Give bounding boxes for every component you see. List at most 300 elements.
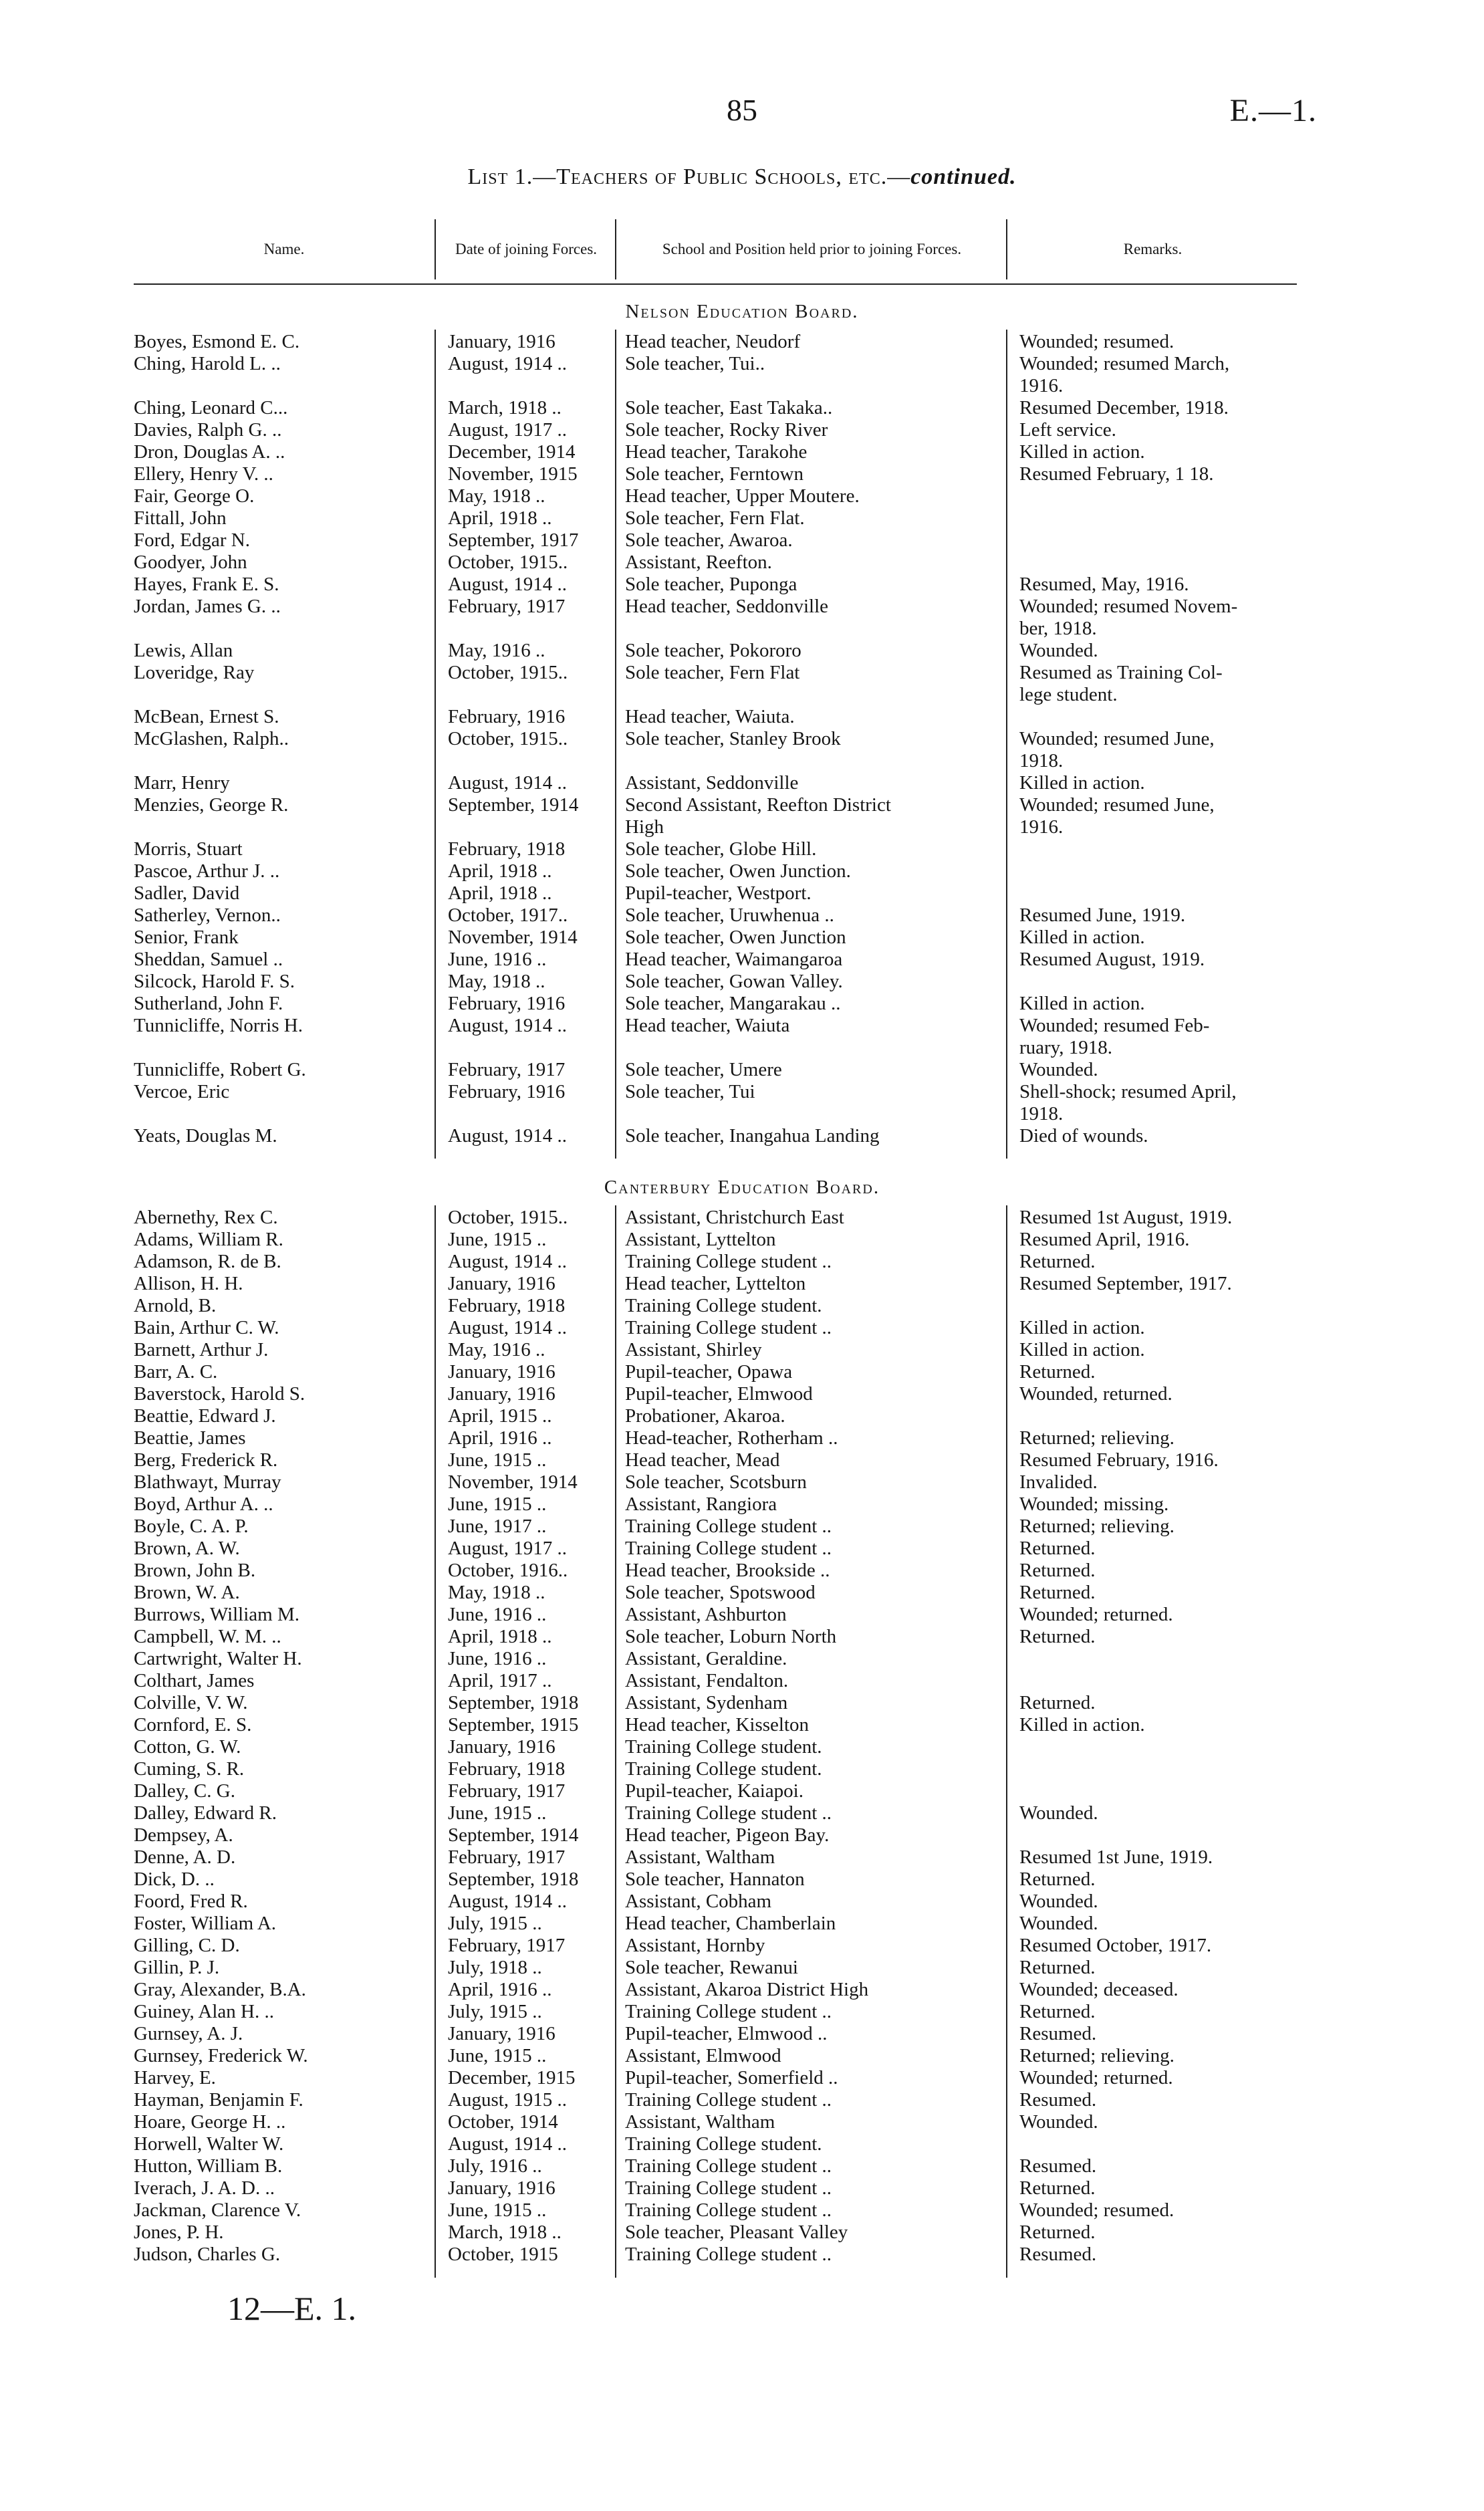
school-cell: Probationer, Akaroa. bbox=[625, 1405, 785, 1427]
school-cell: Sole teacher, Stanley Brook bbox=[625, 728, 841, 749]
school-cell: Assistant, Fendalton. bbox=[625, 1670, 789, 1691]
table-row bbox=[0, 750, 1484, 772]
name-cell: Morris, Stuart bbox=[134, 838, 243, 860]
school-cell: Assistant, Rangiora bbox=[625, 1493, 777, 1515]
name-cell: Foster, William A. bbox=[134, 1913, 277, 1934]
school-cell: Sole teacher, Spotswood bbox=[625, 1582, 816, 1603]
remarks-cell: Returned; relieving. bbox=[1019, 2045, 1174, 2066]
table-row bbox=[0, 1780, 1484, 1802]
school-cell: Training College student. bbox=[625, 1758, 822, 1780]
table-row bbox=[0, 574, 1484, 596]
date-cell: September, 1917 bbox=[448, 529, 579, 551]
school-cell: Assistant, Waltham bbox=[625, 1846, 775, 1868]
remarks-cell: Resumed as Training Col- bbox=[1019, 662, 1223, 683]
table-row bbox=[0, 1251, 1484, 1273]
remarks-cell: Returned. bbox=[1019, 1538, 1096, 1559]
remarks-cell: Resumed. bbox=[1019, 2155, 1097, 2177]
table-row bbox=[0, 1714, 1484, 1736]
table-row bbox=[0, 1891, 1484, 1913]
remarks-cell: Wounded. bbox=[1019, 1059, 1098, 1080]
date-cell: January, 1916 bbox=[448, 331, 555, 352]
remarks-cell: Wounded. bbox=[1019, 2111, 1098, 2133]
school-cell: Head teacher, Waiuta bbox=[625, 1015, 790, 1036]
table-row bbox=[0, 1692, 1484, 1714]
school-cell: Pupil-teacher, Westport. bbox=[625, 882, 812, 904]
page-number: 85 bbox=[727, 93, 757, 127]
remarks-cell: Returned. bbox=[1019, 1361, 1096, 1383]
name-cell: Tunnicliffe, Robert G. bbox=[134, 1059, 306, 1080]
remarks-cell: ber, 1918. bbox=[1019, 618, 1097, 639]
school-cell: Assistant, Elmwood bbox=[625, 2045, 781, 2066]
school-cell: Sole teacher, Mangarakau .. bbox=[625, 993, 841, 1014]
remarks-cell: Wounded; resumed. bbox=[1019, 2199, 1174, 2221]
table-row bbox=[0, 2067, 1484, 2089]
name-cell: Dick, D. .. bbox=[134, 1869, 215, 1890]
remarks-cell: Returned. bbox=[1019, 1560, 1096, 1581]
name-cell: Arnold, B. bbox=[134, 1295, 217, 1316]
column-divider bbox=[435, 1205, 436, 2278]
school-cell: Assistant, Seddonville bbox=[625, 772, 799, 794]
date-cell: October, 1914 bbox=[448, 2111, 558, 2133]
remarks-cell: Wounded; resumed Novem- bbox=[1019, 596, 1238, 617]
column-divider bbox=[615, 1205, 616, 2278]
school-cell: Pupil-teacher, Somerfield .. bbox=[625, 2067, 838, 2088]
document-code: E.—1. bbox=[1229, 93, 1317, 128]
school-cell: Pupil-teacher, Elmwood .. bbox=[625, 2023, 828, 2044]
remarks-cell: Wounded; resumed. bbox=[1019, 331, 1174, 352]
table-row bbox=[0, 1317, 1484, 1339]
name-cell: Campbell, W. M. .. bbox=[134, 1626, 281, 1647]
table-row bbox=[0, 1582, 1484, 1604]
table-row bbox=[0, 1229, 1484, 1251]
date-cell: July, 1915 .. bbox=[448, 2001, 542, 2022]
remarks-cell: Wounded. bbox=[1019, 1802, 1098, 1824]
table-row bbox=[0, 1516, 1484, 1538]
column-headers bbox=[134, 219, 1297, 279]
table-row bbox=[0, 1604, 1484, 1626]
name-cell: Burrows, William M. bbox=[134, 1604, 300, 1625]
table-row bbox=[0, 2199, 1484, 2222]
section-heading-nelson: Nelson Education Board. bbox=[625, 301, 859, 322]
date-cell: October, 1917.. bbox=[448, 905, 568, 926]
date-cell: August, 1917 .. bbox=[448, 419, 568, 441]
remarks-cell: Died of wounds. bbox=[1019, 1125, 1148, 1147]
date-cell: May, 1916 .. bbox=[448, 640, 545, 661]
school-cell: Assistant, Cobham bbox=[625, 1891, 772, 1912]
table-row bbox=[0, 971, 1484, 993]
school-cell: Assistant, Hornby bbox=[625, 1935, 765, 1956]
remarks-cell: Returned. bbox=[1019, 1869, 1096, 1890]
date-cell: August, 1914 .. bbox=[448, 1891, 568, 1912]
table-row bbox=[0, 1015, 1484, 1037]
date-cell: October, 1915.. bbox=[448, 1207, 568, 1228]
table-row bbox=[0, 772, 1484, 794]
date-cell: June, 1915 .. bbox=[448, 1493, 547, 1515]
date-cell: August, 1915 .. bbox=[448, 2089, 568, 2111]
date-cell: October, 1915.. bbox=[448, 728, 568, 749]
name-cell: Hayes, Frank E. S. bbox=[134, 574, 279, 595]
remarks-cell: Killed in action. bbox=[1019, 441, 1145, 463]
remarks-cell: Resumed August, 1919. bbox=[1019, 949, 1205, 970]
name-cell: Blathwayt, Murray bbox=[134, 1471, 281, 1493]
date-cell: February, 1917 bbox=[448, 1935, 566, 1956]
name-cell: Barnett, Arthur J. bbox=[134, 1339, 269, 1360]
column-divider bbox=[1006, 330, 1007, 1159]
name-cell: Ford, Edgar N. bbox=[134, 529, 250, 551]
table-row bbox=[0, 441, 1484, 463]
remarks-cell: Killed in action. bbox=[1019, 993, 1145, 1014]
date-cell: November, 1914 bbox=[448, 1471, 578, 1493]
name-cell: Boyd, Arthur A. .. bbox=[134, 1493, 273, 1515]
name-cell: McGlashen, Ralph.. bbox=[134, 728, 289, 749]
name-cell: Beattie, Edward J. bbox=[134, 1405, 276, 1427]
table-row bbox=[0, 662, 1484, 684]
remarks-cell: Returned. bbox=[1019, 1957, 1096, 1978]
table-row bbox=[0, 1361, 1484, 1383]
table-row bbox=[0, 860, 1484, 882]
remarks-cell: Wounded, returned. bbox=[1019, 1383, 1172, 1405]
table-row bbox=[0, 728, 1484, 750]
table-row bbox=[0, 375, 1484, 397]
remarks-cell: 1918. bbox=[1019, 750, 1064, 771]
school-cell: Head teacher, Kisselton bbox=[625, 1714, 810, 1736]
school-cell: Training College student .. bbox=[625, 2001, 832, 2022]
table-row bbox=[0, 1059, 1484, 1081]
table-row bbox=[0, 706, 1484, 728]
date-cell: September, 1914 bbox=[448, 794, 579, 816]
name-cell: Brown, W. A. bbox=[134, 1582, 240, 1603]
date-cell: January, 1916 bbox=[448, 1736, 555, 1758]
date-cell: February, 1918 bbox=[448, 1758, 566, 1780]
school-cell: Sole teacher, Ferntown bbox=[625, 463, 804, 485]
table-row bbox=[0, 1626, 1484, 1648]
school-cell: Training College student .. bbox=[625, 2177, 832, 2199]
school-cell: Sole teacher, Inangahua Landing bbox=[625, 1125, 880, 1147]
section-heading-canterbury: Canterbury Education Board. bbox=[604, 1177, 880, 1198]
school-cell: Sole teacher, Owen Junction bbox=[625, 927, 846, 948]
date-cell: May, 1918 .. bbox=[448, 971, 545, 992]
date-cell: September, 1914 bbox=[448, 1824, 579, 1846]
remarks-cell: Left service. bbox=[1019, 419, 1116, 441]
name-cell: Menzies, George R. bbox=[134, 794, 289, 816]
date-cell: April, 1918 .. bbox=[448, 507, 552, 529]
school-cell: Training College student .. bbox=[625, 1317, 832, 1338]
date-cell: October, 1915.. bbox=[448, 662, 568, 683]
table-row bbox=[0, 993, 1484, 1015]
date-cell: August, 1914 .. bbox=[448, 1015, 568, 1036]
school-cell: Sole teacher, Tui bbox=[625, 1081, 755, 1102]
name-cell: Goodyer, John bbox=[134, 552, 247, 573]
date-cell: February, 1918 bbox=[448, 838, 566, 860]
school-cell: Head teacher, Lyttelton bbox=[625, 1273, 806, 1294]
name-cell: Beattie, James bbox=[134, 1427, 246, 1449]
name-cell: Senior, Frank bbox=[134, 927, 239, 948]
table-row bbox=[0, 1273, 1484, 1295]
school-cell: Training College student .. bbox=[625, 1538, 832, 1559]
date-cell: October, 1915 bbox=[448, 2244, 558, 2265]
table-row bbox=[0, 1081, 1484, 1103]
school-cell: Training College student .. bbox=[625, 1251, 832, 1272]
date-cell: June, 1915 .. bbox=[448, 1802, 547, 1824]
remarks-cell: Resumed February, 1 18. bbox=[1019, 463, 1214, 485]
remarks-cell: Resumed June, 1919. bbox=[1019, 905, 1186, 926]
remarks-cell: Returned; relieving. bbox=[1019, 1516, 1174, 1537]
date-cell: August, 1914 .. bbox=[448, 1317, 568, 1338]
date-cell: June, 1915 .. bbox=[448, 1229, 547, 1250]
school-cell: Sole teacher, Loburn North bbox=[625, 1626, 837, 1647]
remarks-cell: 1918. bbox=[1019, 1103, 1064, 1124]
remarks-cell: Killed in action. bbox=[1019, 1714, 1145, 1736]
school-cell: Assistant, Waltham bbox=[625, 2111, 775, 2133]
date-cell: April, 1917 .. bbox=[448, 1670, 552, 1691]
remarks-cell: Returned. bbox=[1019, 1582, 1096, 1603]
date-cell: August, 1914 .. bbox=[448, 772, 568, 794]
remarks-cell: Returned. bbox=[1019, 1626, 1096, 1647]
school-cell: Pupil-teacher, Elmwood bbox=[625, 1383, 813, 1405]
date-cell: June, 1916 .. bbox=[448, 949, 547, 970]
date-cell: June, 1916 .. bbox=[448, 1648, 547, 1669]
school-cell: Head teacher, Waiuta. bbox=[625, 706, 795, 727]
name-cell: Cuming, S. R. bbox=[134, 1758, 245, 1780]
date-cell: July, 1915 .. bbox=[448, 1913, 542, 1934]
name-cell: Bain, Arthur C. W. bbox=[134, 1317, 279, 1338]
remarks-cell: Resumed. bbox=[1019, 2089, 1097, 2111]
name-cell: Brown, John B. bbox=[134, 1560, 256, 1581]
name-cell: Loveridge, Ray bbox=[134, 662, 255, 683]
header-rule bbox=[134, 283, 1297, 285]
name-cell: Allison, H. H. bbox=[134, 1273, 243, 1294]
remarks-cell: Resumed 1st August, 1919. bbox=[1019, 1207, 1233, 1228]
date-cell: February, 1916 bbox=[448, 1081, 566, 1102]
name-cell: Gilling, C. D. bbox=[134, 1935, 240, 1956]
remarks-cell: Wounded; resumed March, bbox=[1019, 353, 1230, 374]
name-cell: Gurnsey, Frederick W. bbox=[134, 2045, 308, 2066]
date-cell: August, 1917 .. bbox=[448, 1538, 568, 1559]
date-cell: July, 1918 .. bbox=[448, 1957, 542, 1978]
school-cell: Sole teacher, Rocky River bbox=[625, 419, 828, 441]
school-cell: Head teacher, Upper Moutere. bbox=[625, 485, 860, 507]
table-row bbox=[0, 2023, 1484, 2045]
table-row bbox=[0, 2222, 1484, 2244]
table-row bbox=[0, 640, 1484, 662]
remarks-cell: Returned. bbox=[1019, 2177, 1096, 2199]
name-cell: Marr, Henry bbox=[134, 772, 230, 794]
name-cell: Fair, George O. bbox=[134, 485, 255, 507]
date-cell: September, 1915 bbox=[448, 1714, 579, 1736]
name-cell: Hoare, George H. .. bbox=[134, 2111, 286, 2133]
school-cell: Head teacher, Tarakohe bbox=[625, 441, 808, 463]
column-divider bbox=[1006, 1205, 1007, 2278]
table-row bbox=[0, 331, 1484, 353]
table-row bbox=[0, 1979, 1484, 2001]
table-row bbox=[0, 529, 1484, 552]
remarks-cell: 1916. bbox=[1019, 816, 1064, 838]
name-cell: Ellery, Henry V. .. bbox=[134, 463, 273, 485]
school-cell: Assistant, Sydenham bbox=[625, 1692, 788, 1713]
table-row bbox=[0, 1493, 1484, 1516]
table-row bbox=[0, 927, 1484, 949]
table-row bbox=[0, 2111, 1484, 2133]
remarks-cell: Resumed, May, 1916. bbox=[1019, 574, 1189, 595]
school-cell: Sole teacher, Awaroa. bbox=[625, 529, 793, 551]
date-cell: November, 1915 bbox=[448, 463, 578, 485]
table-row bbox=[0, 1339, 1484, 1361]
date-cell: June, 1915 .. bbox=[448, 2199, 547, 2221]
table-row bbox=[0, 1957, 1484, 1979]
date-cell: March, 1918 .. bbox=[448, 397, 562, 418]
name-cell: Hutton, William B. bbox=[134, 2155, 283, 2177]
date-cell: May, 1916 .. bbox=[448, 1339, 545, 1360]
date-cell: April, 1915 .. bbox=[448, 1405, 552, 1427]
name-cell: Pascoe, Arthur J. .. bbox=[134, 860, 280, 882]
table-row bbox=[0, 485, 1484, 507]
name-cell: Barr, A. C. bbox=[134, 1361, 218, 1383]
name-cell: Jones, P. H. bbox=[134, 2222, 224, 2243]
name-cell: Yeats, Douglas M. bbox=[134, 1125, 277, 1147]
name-cell: Adams, William R. bbox=[134, 1229, 283, 1250]
remarks-cell: Wounded; resumed June, bbox=[1019, 728, 1215, 749]
name-cell: Boyes, Esmond E. C. bbox=[134, 331, 300, 352]
name-cell: Baverstock, Harold S. bbox=[134, 1383, 305, 1405]
table-row bbox=[0, 1670, 1484, 1692]
remarks-cell: Resumed December, 1918. bbox=[1019, 397, 1229, 418]
table-row bbox=[0, 618, 1484, 640]
school-cell: Sole teacher, Umere bbox=[625, 1059, 782, 1080]
remarks-cell: ruary, 1918. bbox=[1019, 1037, 1113, 1058]
table-row bbox=[0, 1824, 1484, 1846]
school-cell: Sole teacher, Scotsburn bbox=[625, 1471, 807, 1493]
name-cell: Ching, Harold L. .. bbox=[134, 353, 281, 374]
remarks-cell: Wounded. bbox=[1019, 640, 1098, 661]
name-cell: Denne, A. D. bbox=[134, 1846, 236, 1868]
table-row bbox=[0, 684, 1484, 706]
list-label: List 1. bbox=[467, 164, 533, 189]
name-cell: Cotton, G. W. bbox=[134, 1736, 241, 1758]
column-header-date: Date of joining Forces. bbox=[435, 219, 616, 279]
remarks-cell: Resumed. bbox=[1019, 2023, 1097, 2044]
school-cell: Assistant, Lyttelton bbox=[625, 1229, 776, 1250]
school-cell: Training College student. bbox=[625, 2133, 822, 2155]
table-row bbox=[0, 2001, 1484, 2023]
list-continued: continued. bbox=[910, 164, 1017, 189]
remarks-cell: Returned. bbox=[1019, 1251, 1096, 1272]
remarks-cell: Wounded; returned. bbox=[1019, 1604, 1173, 1625]
table-row bbox=[0, 596, 1484, 618]
name-cell: Judson, Charles G. bbox=[134, 2244, 281, 2265]
column-divider bbox=[435, 330, 436, 1159]
name-cell: Sutherland, John F. bbox=[134, 993, 283, 1014]
table-row bbox=[0, 1935, 1484, 1957]
date-cell: April, 1916 .. bbox=[448, 1427, 552, 1449]
table-row bbox=[0, 1449, 1484, 1471]
table-row bbox=[0, 1913, 1484, 1935]
remarks-cell: Resumed September, 1917. bbox=[1019, 1273, 1232, 1294]
school-cell: Training College student .. bbox=[625, 1516, 832, 1537]
name-cell: Foord, Fred R. bbox=[134, 1891, 248, 1912]
remarks-cell: Returned; relieving. bbox=[1019, 1427, 1174, 1449]
date-cell: October, 1915.. bbox=[448, 552, 568, 573]
school-cell: Sole teacher, Fern Flat. bbox=[625, 507, 805, 529]
date-cell: April, 1918 .. bbox=[448, 860, 552, 882]
school-cell: Training College student. bbox=[625, 1295, 822, 1316]
school-cell: Pupil-teacher, Opawa bbox=[625, 1361, 793, 1383]
date-cell: June, 1915 .. bbox=[448, 2045, 547, 2066]
remarks-cell: Resumed 1st June, 1919. bbox=[1019, 1846, 1213, 1868]
name-cell: Guiney, Alan H. .. bbox=[134, 2001, 274, 2022]
remarks-cell: Killed in action. bbox=[1019, 772, 1145, 794]
name-cell: Horwell, Walter W. bbox=[134, 2133, 284, 2155]
school-cell: Sole teacher, Pokororo bbox=[625, 640, 801, 661]
table-row bbox=[0, 1471, 1484, 1493]
table-row bbox=[0, 419, 1484, 441]
column-header-school: School and Position held prior to joining Forces. bbox=[615, 219, 1007, 279]
date-cell: July, 1916 .. bbox=[448, 2155, 542, 2177]
list-main-title: —Teachers of Public Schools, etc.— bbox=[533, 164, 911, 189]
date-cell: September, 1918 bbox=[448, 1869, 579, 1890]
remarks-cell: Shell-shock; resumed April, bbox=[1019, 1081, 1237, 1102]
table-row bbox=[0, 1560, 1484, 1582]
date-cell: June, 1916 .. bbox=[448, 1604, 547, 1625]
date-cell: January, 1916 bbox=[448, 1273, 555, 1294]
remarks-cell: Killed in action. bbox=[1019, 1317, 1145, 1338]
table-row bbox=[0, 2177, 1484, 2199]
name-cell: Boyle, C. A. P. bbox=[134, 1516, 249, 1537]
remarks-cell: lege student. bbox=[1019, 684, 1118, 705]
date-cell: August, 1914 .. bbox=[448, 1125, 568, 1147]
date-cell: January, 1916 bbox=[448, 2177, 555, 2199]
name-cell: Fittall, John bbox=[134, 507, 227, 529]
school-cell: Head teacher, Brookside .. bbox=[625, 1560, 830, 1581]
table-row bbox=[0, 1125, 1484, 1147]
name-cell: Gray, Alexander, B.A. bbox=[134, 1979, 306, 2000]
table-row bbox=[0, 353, 1484, 375]
table-row bbox=[0, 2133, 1484, 2155]
name-cell: Ching, Leonard C... bbox=[134, 397, 288, 418]
name-cell: Berg, Frederick R. bbox=[134, 1449, 278, 1471]
table-row bbox=[0, 1207, 1484, 1229]
table-row bbox=[0, 1802, 1484, 1824]
remarks-cell: Wounded; missing. bbox=[1019, 1493, 1169, 1515]
name-cell: Jordan, James G. .. bbox=[134, 596, 281, 617]
remarks-cell: Wounded; resumed June, bbox=[1019, 794, 1215, 816]
school-cell: Training College student .. bbox=[625, 1802, 832, 1824]
school-cell: Sole teacher, Owen Junction. bbox=[625, 860, 851, 882]
school-cell: Head teacher, Chamberlain bbox=[625, 1913, 836, 1934]
name-cell: Harvey, E. bbox=[134, 2067, 216, 2088]
school-cell: Sole teacher, Rewanui bbox=[625, 1957, 798, 1978]
school-cell: Head teacher, Neudorf bbox=[625, 331, 801, 352]
table-row bbox=[0, 2089, 1484, 2111]
name-cell: Lewis, Allan bbox=[134, 640, 233, 661]
table-row bbox=[0, 1295, 1484, 1317]
table-row bbox=[0, 1758, 1484, 1780]
table-row bbox=[0, 1405, 1484, 1427]
date-cell: May, 1918 .. bbox=[448, 1582, 545, 1603]
name-cell: Sadler, David bbox=[134, 882, 240, 904]
school-cell: Training College student. bbox=[625, 1736, 822, 1758]
remarks-cell: Wounded; returned. bbox=[1019, 2067, 1173, 2088]
table-row bbox=[0, 397, 1484, 419]
school-cell: Training College student .. bbox=[625, 2244, 832, 2265]
school-cell: High bbox=[625, 816, 664, 838]
remarks-cell: Wounded. bbox=[1019, 1891, 1098, 1912]
date-cell: April, 1918 .. bbox=[448, 1626, 552, 1647]
date-cell: February, 1917 bbox=[448, 1059, 566, 1080]
school-cell: Training College student .. bbox=[625, 2089, 832, 2111]
name-cell: Colville, V. W. bbox=[134, 1692, 248, 1713]
remarks-cell: Resumed February, 1916. bbox=[1019, 1449, 1219, 1471]
remarks-cell: Invalided. bbox=[1019, 1471, 1098, 1493]
